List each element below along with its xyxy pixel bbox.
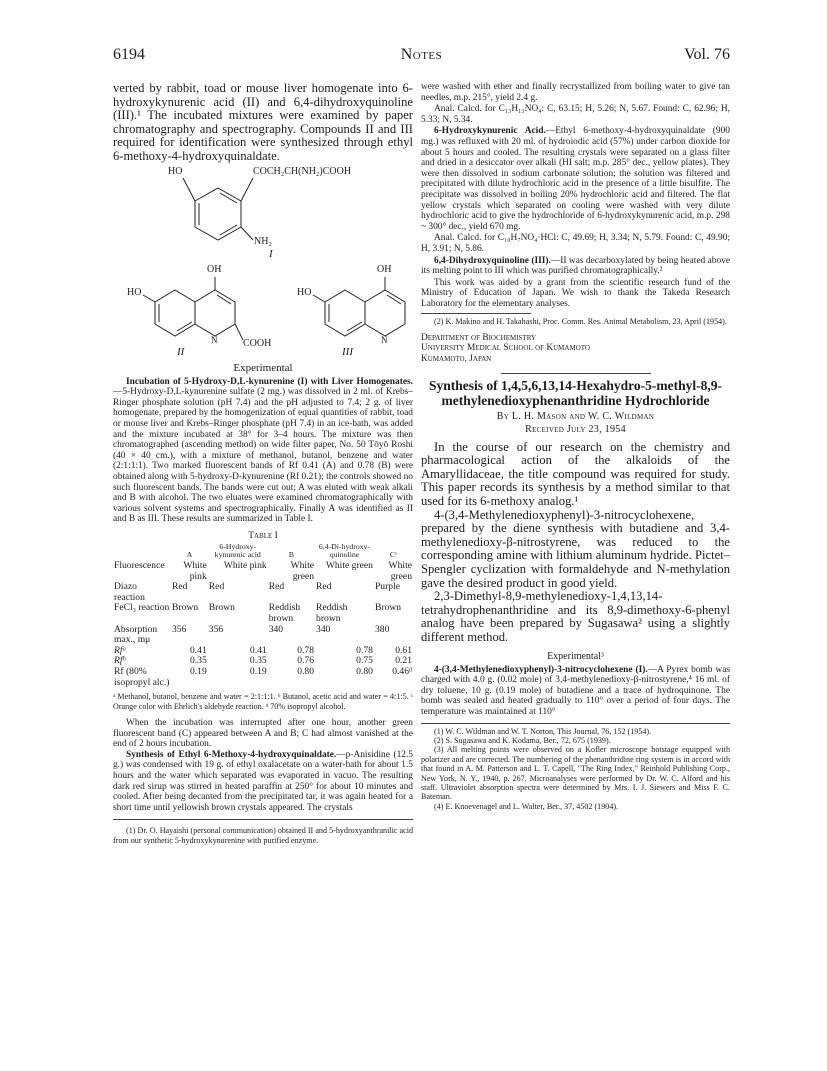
table-header-cell: B bbox=[288, 550, 294, 560]
footnote-r1: (1) W. C. Wildman and W. T. Norton, This Journal, 76, 152 (1954). bbox=[434, 726, 652, 736]
article-paragraph-1: In the course of our research on the chemistry and pharmacological action of the alkaloids of the Amaryllidaceae, the title compound was required for study. This paper records its synthesis by a method similar to that used for its 6-methoxy analog.¹ bbox=[421, 439, 730, 509]
table-cell: 340 bbox=[316, 623, 331, 635]
table-header-cell: Cᶜ bbox=[389, 550, 398, 560]
article-separator bbox=[501, 373, 651, 374]
footnote-rule bbox=[113, 819, 413, 820]
experimental-paragraph bbox=[421, 665, 730, 718]
footnote-2: (2) K. Makino and H. Takahashi, Proc. Comm. Res. Animal Metabolism, 23, April (1954). bbox=[434, 317, 727, 327]
incubation-title: Incubation of 5-Hydroxy-D,L-kynurenine (I) with Liver Homogenates. bbox=[126, 376, 413, 387]
table-cell: White green bbox=[325, 560, 373, 572]
article-paragraph-2: 4-(3,4-Methylenedioxyphenyl)-3-nitrocyclohexene, prepared by the diene synthesis with butadiene and 3,4-methylenedioxy-β-nitrostyrene, was reduced to the corresponding amine with lithium aluminum hydride. Pictet–Spengler cyclization with formaldehyde and N-methylation gave the desired product in good yield. bbox=[421, 507, 730, 590]
footnote-1: (1) Dr. O. Hayaishi (personal communication) obtained II and 5-hydroxyanthranilic acid from our synthetic 5-hydroxykynurenine with purified enzyme. bbox=[113, 826, 413, 845]
table-cell: Brown bbox=[374, 602, 402, 614]
experimental-heading: Experimental bbox=[233, 361, 293, 374]
table-cell: Reddish brown bbox=[316, 602, 348, 625]
dihydroxyquinoline-paragraph bbox=[421, 256, 730, 277]
table-row bbox=[113, 667, 413, 688]
footnote-r4: (4) E. Knoevenagel and L. Walter, Ber., 37, 4502 (1904). bbox=[434, 801, 619, 811]
struct-III-n: N bbox=[381, 334, 388, 345]
article-title: Synthesis of 1,4,5,6,13,14-Hexahydro-5-methyl-8,9-methylenedioxyphenanthridine Hydrochloride bbox=[429, 377, 722, 408]
incubation-paragraph bbox=[113, 377, 413, 525]
table-cell: 0.78 bbox=[356, 644, 373, 656]
table-cell: 0.46ᵈ bbox=[392, 666, 412, 677]
footnote-r3: (3) All melting points were observed on a Kofler microscope hotstage equipped with polarizer and are corrected. The numbering of the phenanthridine ring system is in accord with that found in A. M. Patterson and L. T. Capell, "The Ring Index," Reinhold Publishing Corp., New York, N. Y., 1940, p. 267. Microanalyses were performed by Dr. W. C. Alford and his staff. Ultraviolet absorption spectra were determined by Mrs. I. J. Siewers and Miss F. C. Bateman. bbox=[421, 745, 730, 802]
page-number: 6194 bbox=[113, 46, 145, 63]
table-cell: Rfᵃ bbox=[114, 644, 127, 656]
table-row bbox=[113, 561, 413, 582]
table-cell: Brown bbox=[172, 602, 199, 614]
table-cell: 0.35 bbox=[249, 655, 267, 667]
table-cell: Absorption max., mμ bbox=[114, 623, 158, 646]
table-cell: Brown bbox=[208, 602, 235, 614]
dq-text: —II was decarboxylated by being heated above its melting point to III which was purified chromatographically.² bbox=[421, 255, 730, 277]
table-cell: 0.80 bbox=[356, 666, 373, 677]
right-column bbox=[421, 82, 730, 811]
table-cell: White green bbox=[388, 560, 412, 582]
struct-II-ho: HO bbox=[127, 286, 142, 298]
struct-I-nh2: NH₂ bbox=[254, 235, 272, 247]
table-cell: White green bbox=[290, 560, 315, 582]
structure-I bbox=[113, 166, 413, 262]
intro-paragraph: verted by rabbit, toad or mouse liver homogenate into 6-hydroxykynurenic acid (II) and 6,4-dihydroxyquinoline (III).¹ The incubated mixtures were examined by paper chromatography and spectrography. Compounds II and III required for identification were synthesized through ethyl 6-methoxy-4-hydroxyquinaldate. bbox=[113, 81, 413, 163]
struct-III-ho: HO bbox=[297, 286, 312, 298]
affiliation-dept: Department of Biochemistry bbox=[421, 332, 537, 343]
table-cell: 356 bbox=[172, 623, 187, 635]
table-row bbox=[113, 625, 413, 646]
interruption-paragraph: When the incubation was interrupted after one hour, another green fluorescent band (C) appeared between A and B; C had almost vanished at the end of 2 hours incubation. bbox=[113, 718, 413, 750]
hk-title: 6-Hydroxykynurenic Acid. bbox=[434, 126, 546, 137]
table-cell: Rfᵇ bbox=[114, 655, 126, 667]
struct-III-oh: OH bbox=[377, 263, 392, 275]
table-cell: 0.19 bbox=[249, 666, 267, 677]
structure-I-drawing bbox=[113, 166, 413, 262]
ethyl-title: Synthesis of Ethyl 6-Methoxy-4-hydroxyquinaldate. bbox=[126, 749, 337, 760]
table-cell: Red bbox=[268, 581, 285, 593]
table-cell: 0.75 bbox=[356, 655, 373, 667]
table-row bbox=[113, 582, 413, 603]
continued-paragraph: were washed with ether and finally recrystallized from boiling water to give tan needles, m.p. 215°, yield 2.4 g. bbox=[421, 82, 730, 103]
table-cell: White pink bbox=[183, 560, 207, 582]
analysis-2: Anal. Calcd. for C₁₀H₇NO₄·HCl: C, 49.69; H, 3.34; N, 5.79. Found: C, 49.90; H, 3.91; N, 5.86. bbox=[421, 233, 730, 254]
struct-II-n: N bbox=[211, 334, 218, 345]
table-caption: Table I bbox=[248, 530, 278, 541]
acknowledgment: This work was aided by a grant from the scientific research fund of the Ministry of Education of Japan. We wish to thank the Takeda Research Laboratory for the elementary analyses. bbox=[421, 277, 730, 309]
hk-text: —Ethyl 6-methoxy-4-hydroxyquinaldate (900 mg.) was refluxed with 20 ml. of hydroiodic acid (57%) under carbon dioxide for about 5 hours and cooled. The resulting crystals were separated on a glass filter and dried in a desiccator over alkali (HI salt; m.p. 285° dec., yellow plates). They were then dissolved in sodium carbonate solution; the solution was filtered and precipitated with dilute hydrochloric acid in the presence of a little bisulfite. The precipitate was dissolved in boiling 20% hydrochloric acid and filtered. The flat yellow crystals which separated on cooling were washed with very dilute hydrochloric acid to give the hydrochloride of 6-hydroxykynurenic acid, m.p. 298 ~ 300° dec., yield 670 mg. bbox=[421, 126, 730, 232]
table-cell: 0.41 bbox=[249, 644, 267, 656]
table-header-cell: A bbox=[186, 550, 193, 560]
article-paragraph-3: 2,3-Dimethyl-8,9-methylenedioxy-1,4,13,14-tetrahydrophenanthridine and its 8,9-dimethoxy-6-phenyl analog have been prepared by Sugasawa² using a slightly different method. bbox=[421, 589, 730, 644]
analysis-1: Anal. Calcd. for C₁₃H₁₃NO₄: C, 63.15; H, 5.26; N, 5.67. Found: C, 62.96; H, 5.33; N, 5.34. bbox=[421, 104, 730, 125]
article-authors: By L. H. Mason and W. C. Wildman bbox=[496, 410, 655, 422]
structures-II-III bbox=[113, 264, 413, 360]
struct-I-side-chain: COCH₂CH(NH₂)COOH bbox=[253, 165, 352, 177]
table-cell: 356 bbox=[208, 623, 224, 635]
table-header-cell: 6,4-Di-hydroxy-quinoline bbox=[318, 541, 371, 560]
table-cell: 0.61 bbox=[395, 644, 412, 656]
incubation-text: —5-Hydroxy-D,L-kynurenine sulfate (2 mg.) was dissolved in 2 ml. of Krebs–Ringer phosphate solution (pH 7.4) and the pH adjusted to 7.4; 2 g. of liver homogenate, prepared by the homogenization of equal quantities of rabbit, toad or mouse liver and Krebs–Ringer phosphate (pH 7.4) in an ice-bath, was added and the mixture incubated at 38° for 3–4 hours. The mixture was then chromatographed (ascending method) on wide filter paper, No. 50 Tōyō Roshi (40 × 40 cm.), with a mixture of methanol, butanol, benzene and water (2:1:1:1). Two marked fluorescent bands of Rf 0.41 (A) and 0.78 (B) were obtained along with 5-hydroxy-D-kynurenine (Rf 0.21); the controls showed no such fluorescent bands. The bands were cut out; A was eluted with weak alkali and B with alcohol. The two eluates were examined chromatographically with various solvent systems and spectrographically. Finally A was identified as II and B as III. These results are summarized in Table I. bbox=[113, 387, 413, 525]
ethyl-paragraph bbox=[113, 750, 413, 814]
table-cell: Red bbox=[316, 581, 332, 593]
footnote-rule-right-2 bbox=[421, 723, 730, 724]
affiliation-school: University Medical School of Kumamoto bbox=[421, 343, 590, 354]
ex-text: —A Pyrex bomb was charged with 4.0 g. (0.02 mole) of 3,4-methylenedioxy-β-nitrostyrene,⁴ 16 ml. of dry toluene, 10 g. (0.19 mole) of butadiene and a trace of hydroquinone. The bomb was sealed and heated gradually to 110° over a period of four days. The temperature was maintained at 110° bbox=[421, 664, 731, 717]
hydroxykynurenic-paragraph bbox=[421, 126, 730, 232]
struct-II-cooh: COOH bbox=[243, 337, 272, 349]
dq-title: 6,4-Dihydroxyquinoline (III). bbox=[434, 255, 551, 266]
table-cell: 0.76 bbox=[297, 655, 315, 667]
table-cell: 0.80 bbox=[297, 666, 315, 677]
table-cell: White pink bbox=[223, 560, 267, 572]
ethyl-text: —p-Anisidine (12.5 g.) was condensed with 19 g. of ethyl oxalacetate on a water-bath for about 1.5 hours and the water which separated was evaporated in vacuo. The resulting dark red sirup was stirred in heated paraffin at 250° for about 10 minutes and cooled. After being decanted from the precipitated tar, it was again heated for a short time until yellowish brown crystals appeared. The crystals bbox=[113, 749, 413, 813]
table-row bbox=[113, 603, 413, 624]
table-cell: 0.21 bbox=[395, 655, 412, 667]
table-cell: 340 bbox=[268, 623, 284, 635]
table-cell: Red bbox=[208, 581, 225, 593]
table-cell: Rf (80% isopropyl alc.) bbox=[114, 666, 170, 688]
table-header-cell bbox=[113, 543, 171, 561]
struct-I-ho: HO bbox=[168, 165, 183, 177]
table-cell: Fluorescence bbox=[114, 560, 165, 572]
table-footnote: ᵃ Methanol, butanol, benzene and water = 2:1:1:1. ᵇ Butanol, acetic acid and water = 4:1:5. ᶜ Orange color with Ehrlich's aldehyde reaction. ᵈ 70% isopropyl alcohol. bbox=[113, 692, 413, 711]
table-header-row bbox=[113, 543, 413, 561]
table-cell: 0.35 bbox=[189, 655, 207, 667]
table-cell: FeCl₃ reaction bbox=[114, 602, 170, 614]
results-table bbox=[113, 543, 413, 688]
ex-title: 4-(3,4-Methylenedioxyphenyl)-3-nitrocyclohexene (I). bbox=[434, 664, 648, 675]
received-date: Received July 23, 1954 bbox=[525, 423, 626, 435]
table-cell: Diazo reaction bbox=[114, 581, 145, 603]
table-cell: 380 bbox=[374, 623, 390, 635]
affiliation-city: Kumamoto, Japan bbox=[421, 354, 492, 365]
footnote-r2: (2) S. Sugasawa and K. Kodama, Ber., 72, 675 (1939). bbox=[434, 735, 611, 745]
struct-III-label: III bbox=[342, 345, 353, 358]
table-cell: Reddish brown bbox=[268, 602, 301, 625]
table-header-cell: 6-Hydroxy-kynurenic acid bbox=[214, 541, 261, 560]
table-cell: Red bbox=[172, 581, 188, 593]
volume-label: Vol. 76 bbox=[684, 46, 730, 63]
table-cell: Purple bbox=[374, 581, 401, 593]
table-cell: 0.78 bbox=[297, 644, 315, 656]
table-cell: 0.19 bbox=[189, 666, 207, 677]
struct-II-oh: OH bbox=[207, 263, 222, 275]
running-header bbox=[113, 46, 730, 72]
experimental-heading-2: Experimental³ bbox=[547, 650, 604, 662]
footnote-rule-right bbox=[421, 313, 531, 314]
struct-II-label: II bbox=[177, 345, 185, 358]
table-cell: 0.41 bbox=[189, 644, 207, 656]
section-name: Notes bbox=[400, 46, 443, 63]
struct-I-label: I bbox=[269, 247, 273, 260]
affiliation bbox=[421, 333, 730, 365]
left-column bbox=[113, 82, 413, 845]
